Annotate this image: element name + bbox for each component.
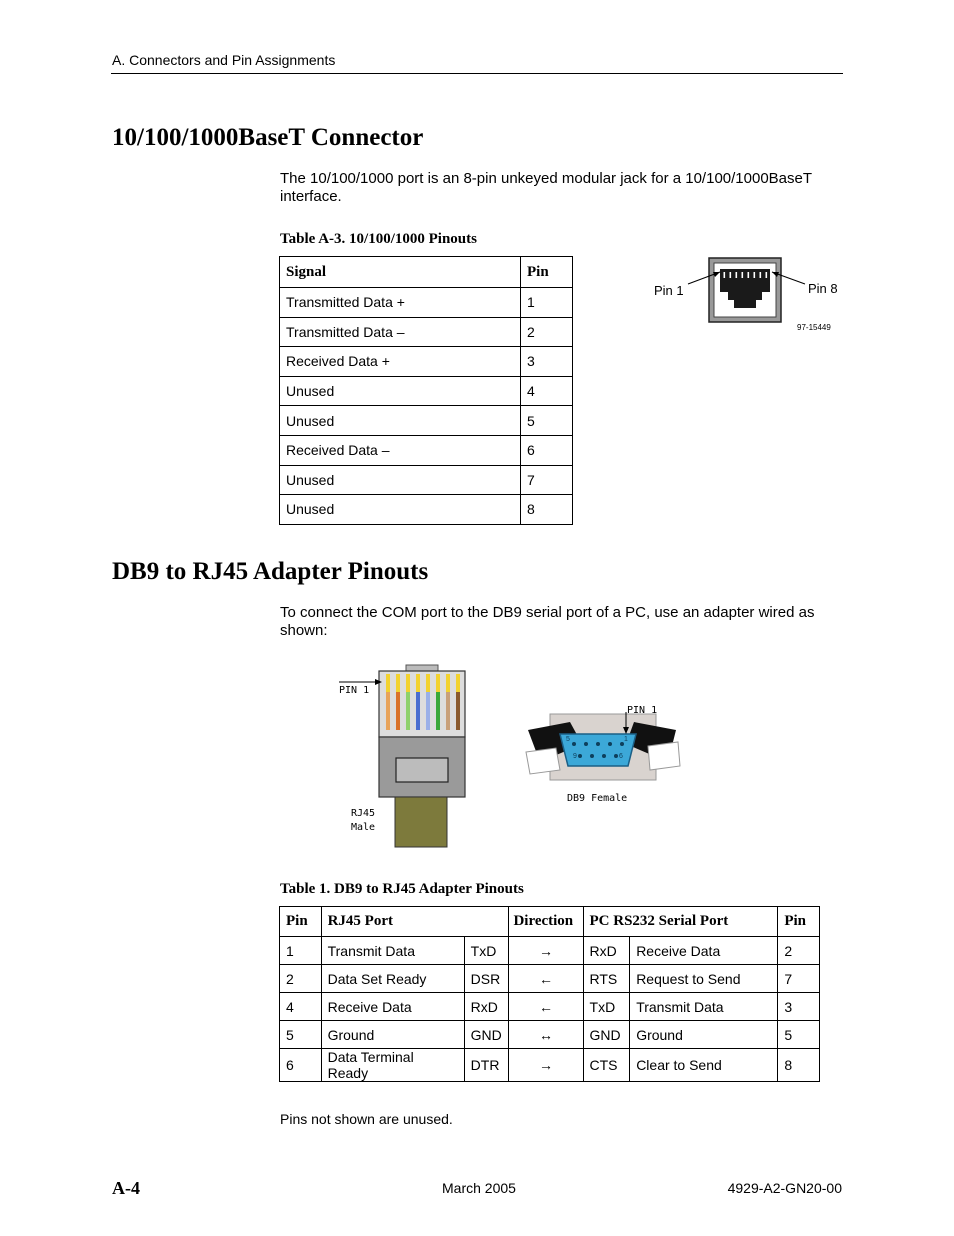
table-caption-adapter: Table 1. DB9 to RJ45 Adapter Pinouts — [280, 881, 524, 897]
signal-cell: Unused — [280, 495, 521, 525]
table-row — [280, 376, 573, 406]
col-header-direction: Direction — [509, 907, 583, 937]
pc-signal-cell: Transmit Data — [630, 993, 778, 1021]
db9-name: DB9 Female — [567, 793, 628, 804]
table-row — [280, 406, 573, 436]
pc-pin-cell: 7 — [778, 965, 820, 993]
plug-window — [396, 758, 448, 782]
pc-abbrev-cell: RTS — [583, 965, 630, 993]
db9-screw-right — [648, 742, 680, 770]
rj45-name-line2: Male — [351, 822, 376, 833]
pc-abbrev-cell: GND — [583, 1021, 630, 1049]
rj45-abbrev-cell: RxD — [464, 993, 509, 1021]
pin-cell: 1 — [521, 288, 573, 318]
pc-pin-cell: 2 — [778, 937, 820, 965]
plug-body — [379, 671, 465, 737]
table-row — [280, 465, 573, 495]
direction-cell: → — [509, 937, 583, 965]
col-header-signal: Signal — [280, 257, 521, 288]
table-row — [280, 965, 820, 993]
table-row — [280, 495, 573, 525]
table-header-row — [280, 257, 573, 288]
db9-pin1-label: PIN 1 — [627, 705, 658, 716]
direction-cell: ← — [509, 993, 583, 1021]
table-row — [280, 288, 573, 318]
table-row — [280, 1021, 820, 1049]
rj45-abbrev-cell: TxD — [464, 937, 509, 965]
section-intro-baset: The 10/100/1000 port is an 8-pin unkeyed modular jack for a 10/100/1000BaseT interface. — [280, 170, 812, 205]
table-row — [280, 993, 820, 1021]
page-number: A-4 — [112, 1178, 140, 1198]
table-row — [280, 1049, 820, 1082]
pc-abbrev-cell: CTS — [583, 1049, 630, 1082]
rj45-abbrev-cell: DSR — [464, 965, 509, 993]
pc-signal-cell: Ground — [630, 1021, 778, 1049]
db9-figure — [520, 700, 690, 796]
pc-signal-cell: Clear to Send — [630, 1049, 778, 1082]
direction-cell: → — [509, 1049, 583, 1082]
cable — [395, 797, 447, 847]
rj45-pin1-label: PIN 1 — [339, 685, 370, 696]
rj45-pin-cell: 2 — [280, 965, 322, 993]
table-caption-pinouts: Table A-3. 10/100/1000 Pinouts — [280, 231, 477, 247]
rj45-signal-cell: Data Set Ready — [321, 965, 464, 993]
section-title-adapter: DB9 to RJ45 Adapter Pinouts — [112, 558, 429, 585]
table-row — [280, 347, 573, 377]
pin-cell: 3 — [521, 347, 573, 377]
table-row — [280, 317, 573, 347]
rj45-signal-cell: Transmit Data — [321, 937, 464, 965]
rj45-signal-cell: Ground — [321, 1021, 464, 1049]
col-header-pc-port: PC RS232 Serial Port — [583, 907, 778, 937]
db9-num-9: 9 — [573, 753, 577, 760]
section-title-baset: 10/100/1000BaseT Connector — [112, 124, 424, 151]
signal-cell: Unused — [280, 465, 521, 495]
rj45-abbrev-cell: GND — [464, 1021, 509, 1049]
pin-cell: 8 — [521, 495, 573, 525]
pin-cell: 6 — [521, 435, 573, 465]
rj45-pin-cell: 5 — [280, 1021, 322, 1049]
signal-cell: Received Data + — [280, 347, 521, 377]
pin-cell: 5 — [521, 406, 573, 436]
signal-cell: Unused — [280, 406, 521, 436]
table-row — [280, 937, 820, 965]
col-header-pin: Pin — [280, 907, 322, 937]
header-rule — [111, 73, 843, 74]
footer-doc-number: 4929-A2-GN20-00 — [727, 1180, 842, 1196]
rj45-pin-cell: 4 — [280, 993, 322, 1021]
col-header-pc-pin: Pin — [778, 907, 820, 937]
section-intro-adapter: To connect the COM port to the DB9 serial port of a PC, use an adapter wired as shown: — [280, 604, 815, 639]
pc-pin-cell: 5 — [778, 1021, 820, 1049]
pin-cell: 2 — [521, 317, 573, 347]
rj45-signal-cell: Data Terminal Ready — [321, 1049, 464, 1082]
signal-cell: Unused — [280, 376, 521, 406]
unused-pins-note: Pins not shown are unused. — [280, 1111, 453, 1127]
rj45-pin-cell: 1 — [280, 937, 322, 965]
direction-cell: ↔ — [509, 1021, 583, 1049]
table-header-row — [280, 907, 820, 937]
pc-signal-cell: Request to Send — [630, 965, 778, 993]
pinout-table — [279, 256, 573, 525]
signal-cell: Received Data – — [280, 435, 521, 465]
col-header-rj45-port: RJ45 Port — [321, 907, 509, 937]
adapter-table — [279, 906, 820, 1082]
pc-signal-cell: Receive Data — [630, 937, 778, 965]
db9-screw-left — [526, 748, 560, 774]
db9-num-1: 1 — [624, 736, 628, 743]
pin-cell: 7 — [521, 465, 573, 495]
figure-id: 97-15449 — [797, 323, 831, 332]
col-header-pin: Pin — [521, 257, 573, 288]
running-header: A. Connectors and Pin Assignments — [112, 52, 336, 68]
signal-cell: Transmitted Data + — [280, 288, 521, 318]
signal-cell: Transmitted Data – — [280, 317, 521, 347]
pin-cell: 4 — [521, 376, 573, 406]
pc-pin-cell: 8 — [778, 1049, 820, 1082]
rj45-name-line1: RJ45 — [351, 808, 376, 819]
pin1-label: Pin 1 — [654, 283, 684, 298]
footer-date: March 2005 — [442, 1180, 516, 1196]
pc-abbrev-cell: TxD — [583, 993, 630, 1021]
pc-abbrev-cell: RxD — [583, 937, 630, 965]
rj45-abbrev-cell: DTR — [464, 1049, 509, 1082]
direction-cell: ← — [509, 965, 583, 993]
rj45-signal-cell: Receive Data — [321, 993, 464, 1021]
plug-latch — [406, 665, 438, 671]
table-row — [280, 435, 573, 465]
rj45-pin-cell: 6 — [280, 1049, 322, 1082]
db9-num-6: 6 — [619, 753, 623, 760]
db9-num-5: 5 — [566, 736, 570, 743]
pc-pin-cell: 3 — [778, 993, 820, 1021]
pin8-label: Pin 8 — [808, 281, 838, 296]
